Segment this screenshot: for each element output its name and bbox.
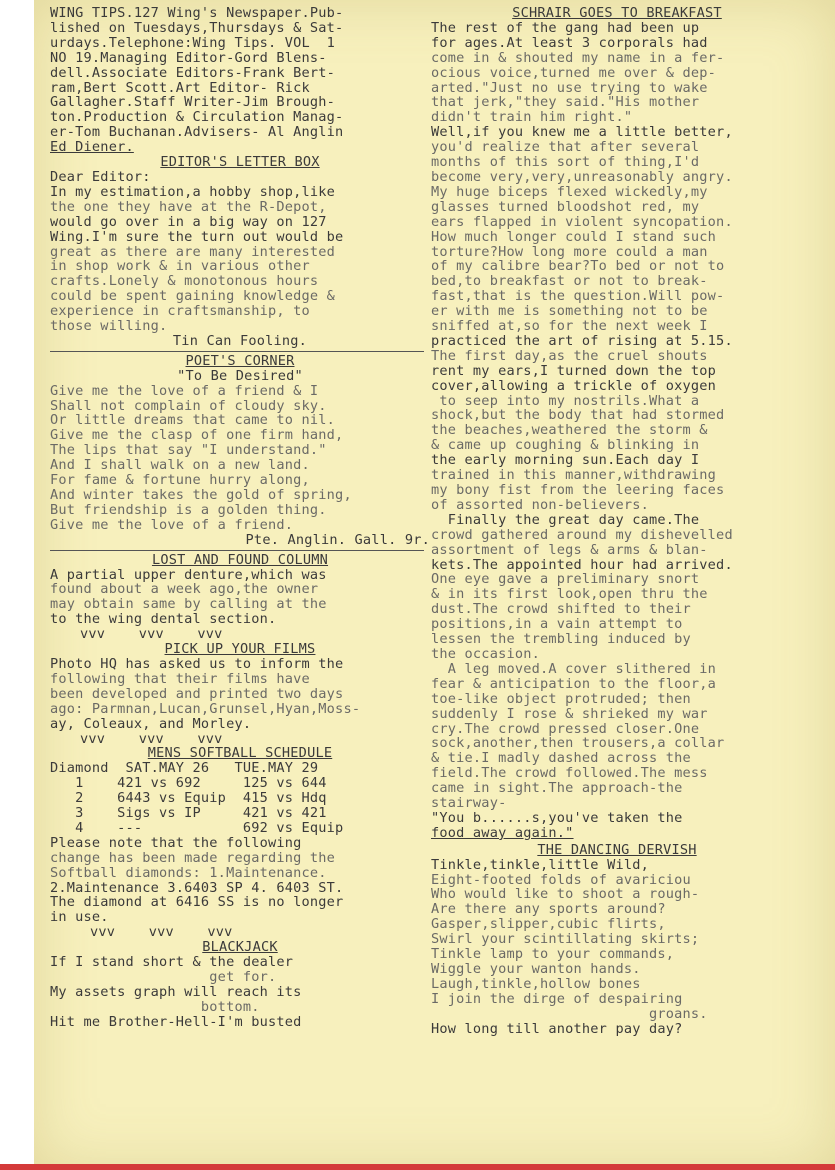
article-line: glasses turned bloodshot red, my: [431, 198, 700, 215]
dervish-line: Tinkle,tinkle,little Wild,: [431, 856, 649, 873]
letter-line: In my estimation,a hobby shop,like: [50, 183, 336, 200]
masthead-line: WING TIPS.127 Wing's Newspaper.Pub-: [50, 5, 344, 21]
article-line: came in sight.The approach-the: [431, 780, 683, 797]
masthead-line: NO 19.Managing Editor-Gord Blens-: [50, 49, 327, 66]
poem-signature: Pte. Anglin. Gall. 9r.: [245, 531, 430, 548]
poem-line: Or little dreams that came to nil.: [50, 412, 336, 429]
blackjack-line: My assets graph will reach its: [50, 983, 302, 1000]
article-line: food away again.": [431, 824, 574, 841]
dervish-line: Gasper,slipper,cubic flirts,: [431, 916, 666, 933]
dervish-line: Swirl your scintillating skirts;: [431, 931, 700, 948]
letter-line: experience in craftsmanship, to: [50, 303, 310, 320]
article-line: fast,that is the question.Will pow-: [431, 288, 725, 305]
dervish-line: groans.: [431, 1005, 708, 1022]
article-line: & came up coughing & blinking in: [431, 437, 700, 454]
article-line: you'd realize that after several: [431, 139, 700, 156]
section-divider-marks: vvv vvv vvv: [90, 924, 233, 941]
article-line: suddenly I rose & shrieked my war: [431, 705, 708, 722]
dervish-line: Are there any sports around?: [431, 901, 666, 918]
article-line: One eye gave a preliminary snort: [431, 571, 700, 588]
dervish-line: Who would like to shoot a rough-: [431, 886, 700, 903]
article-line: The rest of the gang had been up: [431, 19, 700, 36]
article-line: shock,but the body that had stormed: [431, 407, 725, 424]
dervish-line: Laugh,tinkle,hollow bones: [431, 975, 641, 992]
article-line: crowd gathered around my dishevelled: [431, 526, 733, 543]
dervish-line: I join the dirge of despairing: [431, 990, 683, 1007]
schedule-header-row: Diamond SAT.MAY 26 TUE.MAY 29: [50, 760, 319, 777]
article-line: practiced the art of rising at 5.15.: [431, 332, 733, 349]
article-line: become very,very,unreasonably angry.: [431, 168, 733, 185]
blackjack-line: get for.: [50, 969, 277, 985]
lost-found-line: A partial upper denture,which was: [50, 566, 327, 583]
letter-line: could be spent gaining knowledge &: [50, 288, 336, 305]
lost-found-line: found about a week ago,the owner: [50, 581, 319, 598]
article-line: A leg moved.A cover slithered in: [431, 660, 717, 677]
article-line: cry.The crowd pressed closer.One: [431, 720, 700, 737]
article-line: ocious voice,turned me over & dep-: [431, 64, 717, 81]
page-margin: [0, 0, 34, 1170]
article-line: toe-like object protruded; then: [431, 690, 691, 707]
dervish-line: Eight-footed folds of avariciou: [431, 871, 691, 888]
schedule-row: 1 421 vs 692 125 vs 644: [50, 775, 327, 792]
article-line: didn't train him right.": [431, 109, 633, 126]
masthead-line: Ed Diener.: [50, 139, 134, 156]
left-column: [50, 6, 430, 1030]
films-line: ago: Parmnan,Lucan,Grunsel,Hyan,Moss-: [50, 700, 361, 717]
blackjack-line: bottom.: [50, 998, 260, 1015]
article-line: the occasion.: [431, 645, 540, 662]
article-line: sock,another,then trousers,a collar: [431, 735, 725, 752]
article-line: field.The crowd followed.The mess: [431, 765, 708, 782]
section-heading: LOST AND FOUND COLUMN: [151, 551, 329, 568]
editors-letter-section: [50, 155, 430, 352]
masthead: [50, 6, 430, 155]
section-divider-marks: vvv vvv vvv: [80, 626, 223, 643]
section-heading: THE DANCING DERVISH: [537, 841, 697, 858]
schedule-row: 4 --- 692 vs Equip: [50, 819, 344, 836]
poem-line: Give me the love of a friend.: [50, 516, 294, 533]
article-line: trained in this manner,withdrawing: [431, 467, 717, 484]
blackjack-section: [50, 940, 430, 1029]
article-line: sniffed at,so for the next week I: [431, 318, 708, 335]
article-line: arted."Just no use trying to wake: [431, 79, 708, 96]
article-line: my bony fist from the leering faces: [431, 482, 725, 498]
poets-corner-section: [50, 354, 430, 551]
masthead-line: lished on Tuesdays,Thursdays & Sat-: [50, 19, 344, 36]
schedule-row: 2 6443 vs Equip 415 vs Hdq: [50, 790, 327, 807]
article-line: stairway-: [431, 795, 507, 812]
lost-found-line: may obtain same by calling at the: [50, 596, 327, 613]
section-heading: BLACKJACK: [202, 939, 278, 956]
dervish-line: Wiggle your wanton hands.: [431, 961, 641, 977]
schedule-note-line: Softball diamonds: 1.Maintenance.: [50, 864, 327, 881]
dancing-dervish-section: [431, 843, 803, 1037]
films-line: ay, Coleaux, and Morley.: [50, 715, 252, 732]
poem-line: For fame & fortune hurry along,: [50, 472, 310, 489]
schedule-note-line: The diamond at 6416 SS is no longer: [50, 894, 344, 911]
article-line: torture?How long more could a man: [431, 243, 708, 260]
bottom-edge-strip: [0, 1164, 835, 1170]
masthead-line: urdays.Telephone:Wing Tips. VOL 1: [50, 34, 336, 51]
article-heading: SCHRAIR GOES TO BREAKFAST: [512, 5, 722, 21]
poem-line: But friendship is a golden thing.: [50, 501, 327, 518]
article-line: come in & shouted my name in a fer-: [431, 49, 725, 66]
article-line: "You b......s,you've taken the: [431, 809, 683, 826]
poem-line: The lips that say "I understand.": [50, 442, 327, 459]
schedule-note-line: 2.Maintenance 3.6403 SP 4. 6403 ST.: [50, 879, 344, 896]
letter-line: Wing.I'm sure the turn out would be: [50, 228, 344, 245]
article-line: Well,if you knew me a little better,: [431, 124, 733, 141]
article-line: positions,in a vain attempt to: [431, 616, 683, 633]
article-line: rent my ears,I turned down the top: [431, 362, 717, 379]
letter-line: in shop work & in various other: [50, 258, 310, 275]
letter-line: would go over in a big way on 127: [50, 213, 327, 230]
article-line: that jerk,"they said."His mother: [431, 94, 700, 111]
breakfast-article: [431, 6, 803, 841]
section-heading: EDITOR'S LETTER BOX: [160, 154, 320, 171]
letter-line: great as there are many interested: [50, 243, 336, 260]
schedule-note-line: change has been made regarding the: [50, 849, 336, 866]
masthead-line: Gallagher.Staff Writer-Jim Brough-: [50, 94, 336, 111]
dervish-line: How long till another pay day?: [431, 1020, 683, 1037]
article-line: the early morning sun.Each day I: [431, 452, 700, 469]
article-line: of assorted non-believers.: [431, 496, 649, 513]
section-divider: [50, 550, 424, 551]
schedule-row: 3 Sigs vs IP 421 vs 421: [50, 805, 327, 822]
films-line: following that their films have: [50, 670, 310, 687]
letter-line: those willing.: [50, 318, 168, 335]
softball-schedule-section: [50, 746, 430, 940]
article-line: cover,allowing a trickle of oxygen: [431, 377, 717, 394]
right-column: [431, 6, 803, 1037]
article-line: assortment of legs & arms & blan-: [431, 541, 708, 558]
article-line: kets.The appointed hour had arrived.: [431, 556, 733, 573]
article-line: months of this sort of thing,I'd: [431, 154, 700, 171]
section-heading: MENS SOFTBALL SCHEDULE: [147, 745, 333, 762]
article-line: to seep into my nostrils.What a: [431, 392, 700, 409]
article-line: My huge biceps flexed wickedly,my: [431, 183, 708, 200]
dervish-line: Tinkle lamp to your commands,: [431, 946, 675, 963]
article-line: the beaches,weathered the storm &: [431, 422, 708, 439]
poem-line: And I shall walk on a new land.: [50, 457, 310, 474]
letter-line: the one they have at the R-Depot,: [50, 198, 327, 215]
letter-line: Dear Editor:: [50, 168, 151, 185]
article-line: lessen the trembling induced by: [431, 631, 691, 648]
lost-and-found-section: [50, 553, 430, 642]
poem-line: Give me the clasp of one firm hand,: [50, 427, 344, 444]
article-line: er with me is something not to be: [431, 303, 708, 320]
masthead-line: ton.Production & Circulation Manag-: [50, 109, 344, 126]
article-line: ears flapped in violent syncopation.: [431, 213, 733, 230]
letter-line: crafts.Lonely & monotonous hours: [50, 273, 319, 290]
article-line: of my calibre bear?To bed or not to: [431, 258, 725, 275]
films-section: [50, 642, 430, 746]
blackjack-line: If I stand short & the dealer: [50, 954, 294, 971]
article-line: fear & anticipation to the floor,a: [431, 675, 717, 692]
article-line: How much longer could I stand such: [431, 228, 717, 245]
article-line: Finally the great day came.The: [431, 511, 700, 528]
section-heading: POET'S CORNER: [185, 352, 295, 369]
poem-title: "To Be Desired": [177, 367, 303, 384]
article-line: & tie.I madly dashed across the: [431, 750, 691, 767]
section-divider: [50, 351, 424, 352]
article-line: bed,to breakfast or not to break-: [431, 273, 708, 290]
poem-line: Give me the love of a friend & I: [50, 382, 319, 399]
masthead-line: ram,Bert Scott.Art Editor- Rick: [50, 79, 310, 96]
article-line: dust.The crowd shifted to their: [431, 601, 691, 618]
schedule-note-line: Please note that the following: [50, 834, 302, 851]
blackjack-line: Hit me Brother-Hell-I'm busted: [50, 1013, 302, 1030]
section-heading: PICK UP YOUR FILMS: [164, 641, 316, 658]
masthead-line: dell.Associate Editors-Frank Bert-: [50, 64, 336, 81]
lost-found-line: to the wing dental section.: [50, 611, 277, 628]
poem-line: Shall not complain of cloudy sky.: [50, 397, 327, 414]
section-divider-marks: vvv vvv vvv: [80, 730, 223, 747]
article-line: The first day,as the cruel shouts: [431, 347, 708, 364]
films-line: Photo HQ has asked us to inform the: [50, 655, 344, 672]
masthead-line: er-Tom Buchanan.Advisers- Al Anglin: [50, 124, 344, 141]
schedule-note-line: in use.: [50, 909, 109, 926]
letter-signature: Tin Can Fooling.: [172, 332, 308, 349]
article-line: for ages.At least 3 corporals had: [431, 34, 708, 51]
poem-line: And winter takes the gold of spring,: [50, 487, 352, 503]
article-line: & in its first look,open thru the: [431, 586, 708, 603]
films-line: been developed and printed two days: [50, 685, 344, 702]
